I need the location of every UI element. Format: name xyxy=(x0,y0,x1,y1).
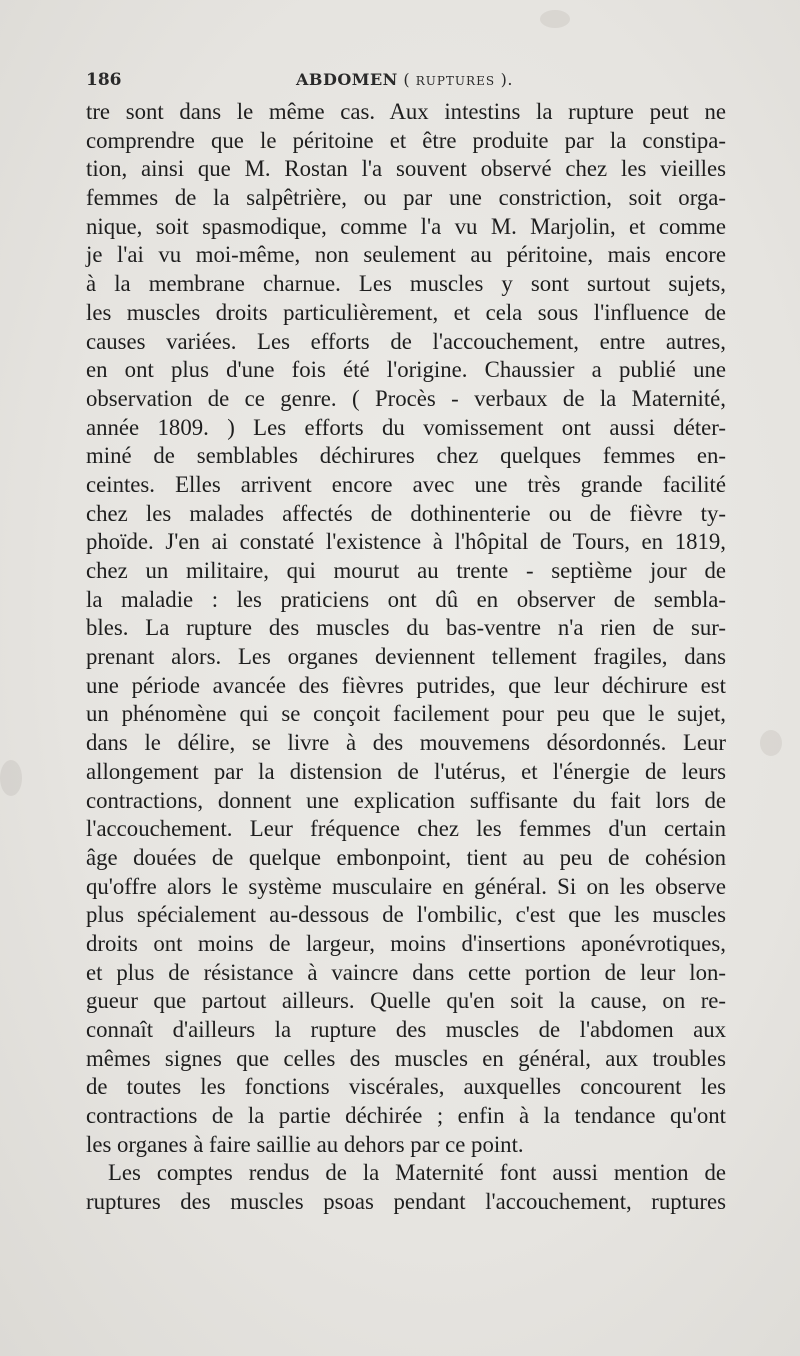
text-line: tion, ainsi que M. Rostan l'a souvent observé chez les vieilles xyxy=(86,156,726,182)
text-line: une période avancée des fièvres putrides, que leur déchirure est xyxy=(86,672,726,698)
text-line: et plus de résistance à vaincre dans cette portion de leur lon- xyxy=(86,959,726,985)
text-line: contractions, donnent une explication suffisante du fait lors de xyxy=(86,787,726,813)
text-line: observation de ce genre. ( Procès - verbaux de la Maternité, xyxy=(86,385,726,411)
running-head-open-paren: ( xyxy=(397,70,416,89)
text-line-paragraph-end: les organes à faire saillie au dehors par ce point. xyxy=(86,1131,524,1157)
text-line: contractions de la partie déchirée ; enfin à la tendance qu'ont xyxy=(86,1103,726,1129)
text-line: la maladie : les praticiens ont dû en observer de sembla- xyxy=(86,586,726,612)
text-line: prenant alors. Les organes deviennent tellement fragiles, dans xyxy=(86,644,726,670)
paper-stain xyxy=(540,10,570,28)
page-header xyxy=(86,70,726,96)
text-line: plus spécialement au-dessous de l'ombilic, c'est que les muscles xyxy=(86,902,726,928)
running-head-close-paren: ). xyxy=(495,70,513,89)
text-line: miné de semblables déchirures chez quelques femmes en- xyxy=(86,443,726,469)
text-line: de toutes les fonctions viscérales, auxquelles concourent les xyxy=(86,1074,726,1100)
page-number: 186 xyxy=(86,70,122,90)
text-line: à la membrane charnue. Les muscles y sont surtout sujets, xyxy=(86,271,726,297)
running-head-title: ABDOMEN xyxy=(296,70,398,89)
text-line: ruptures des muscles psoas pendant l'accouchement, ruptures xyxy=(86,1189,726,1215)
paper-stain xyxy=(0,760,22,796)
text-line: droits ont moins de largeur, moins d'insertions aponévrotiques, xyxy=(86,930,726,956)
text-line: tre sont dans le même cas. Aux intestins la rupture peut ne xyxy=(86,99,726,124)
text-line: les muscles droits particulièrement, et cela sous l'influence de xyxy=(86,299,726,325)
running-head-subtitle: RUPTURES xyxy=(415,74,496,88)
text-line: dans le délire, se livre à des mouvemens désordonnés. Leur xyxy=(86,730,726,756)
paper-stain xyxy=(760,730,782,756)
text-line: je l'ai vu moi-même, non seulement au péritoine, mais encore xyxy=(86,242,726,268)
text-line: âge douées de quelque embonpoint, tient au peu de cohésion xyxy=(86,844,726,870)
text-line: nique, soit spasmodique, comme l'a vu M. Marjolin, et comme xyxy=(86,213,726,239)
text-line: année 1809. ) Les efforts du vomissement ont aussi déter- xyxy=(86,414,726,440)
body-text xyxy=(86,98,726,1217)
text-line: comprendre que le péritoine et être produite par la constipa- xyxy=(86,127,726,153)
text-line: bles. La rupture des muscles du bas-ventre n'a rien de sur- xyxy=(86,615,726,641)
text-line: en ont plus d'une fois été l'origine. Chaussier a publié une xyxy=(86,357,726,383)
text-line: gueur que partout ailleurs. Quelle qu'en soit la cause, on re- xyxy=(86,988,726,1014)
text-line: un phénomène qui se conçoit facilement pour peu que le sujet, xyxy=(86,701,726,727)
text-line: chez un militaire, qui mourut au trente - septième jour de xyxy=(86,558,726,583)
text-line-paragraph-start: Les comptes rendus de la Maternité font aussi mention de xyxy=(108,1160,726,1186)
text-line: femmes de la salpêtrière, ou par une constriction, soit orga- xyxy=(86,185,726,211)
running-head xyxy=(296,70,513,89)
text-line: qu'offre alors le système musculaire en général. Si on les observe xyxy=(86,873,726,899)
text-line: chez les malades affectés de dothinenterie ou de fièvre ty- xyxy=(86,500,726,526)
text-line: mêmes signes que celles des muscles en général, aux troubles xyxy=(86,1045,726,1071)
text-line: phoïde. J'en ai constaté l'existence à l'hôpital de Tours, en 1819, xyxy=(86,529,726,555)
text-line: ceintes. Elles arrivent encore avec une très grande facilité xyxy=(86,471,726,497)
text-line: causes variées. Les efforts de l'accouchement, entre autres, xyxy=(86,328,726,354)
text-line: allongement par la distension de l'utérus, et l'énergie de leurs xyxy=(86,758,726,784)
text-line: connaît d'ailleurs la rupture des muscles de l'abdomen aux xyxy=(86,1017,726,1042)
text-line: l'accouchement. Leur fréquence chez les femmes d'un certain xyxy=(86,816,726,842)
